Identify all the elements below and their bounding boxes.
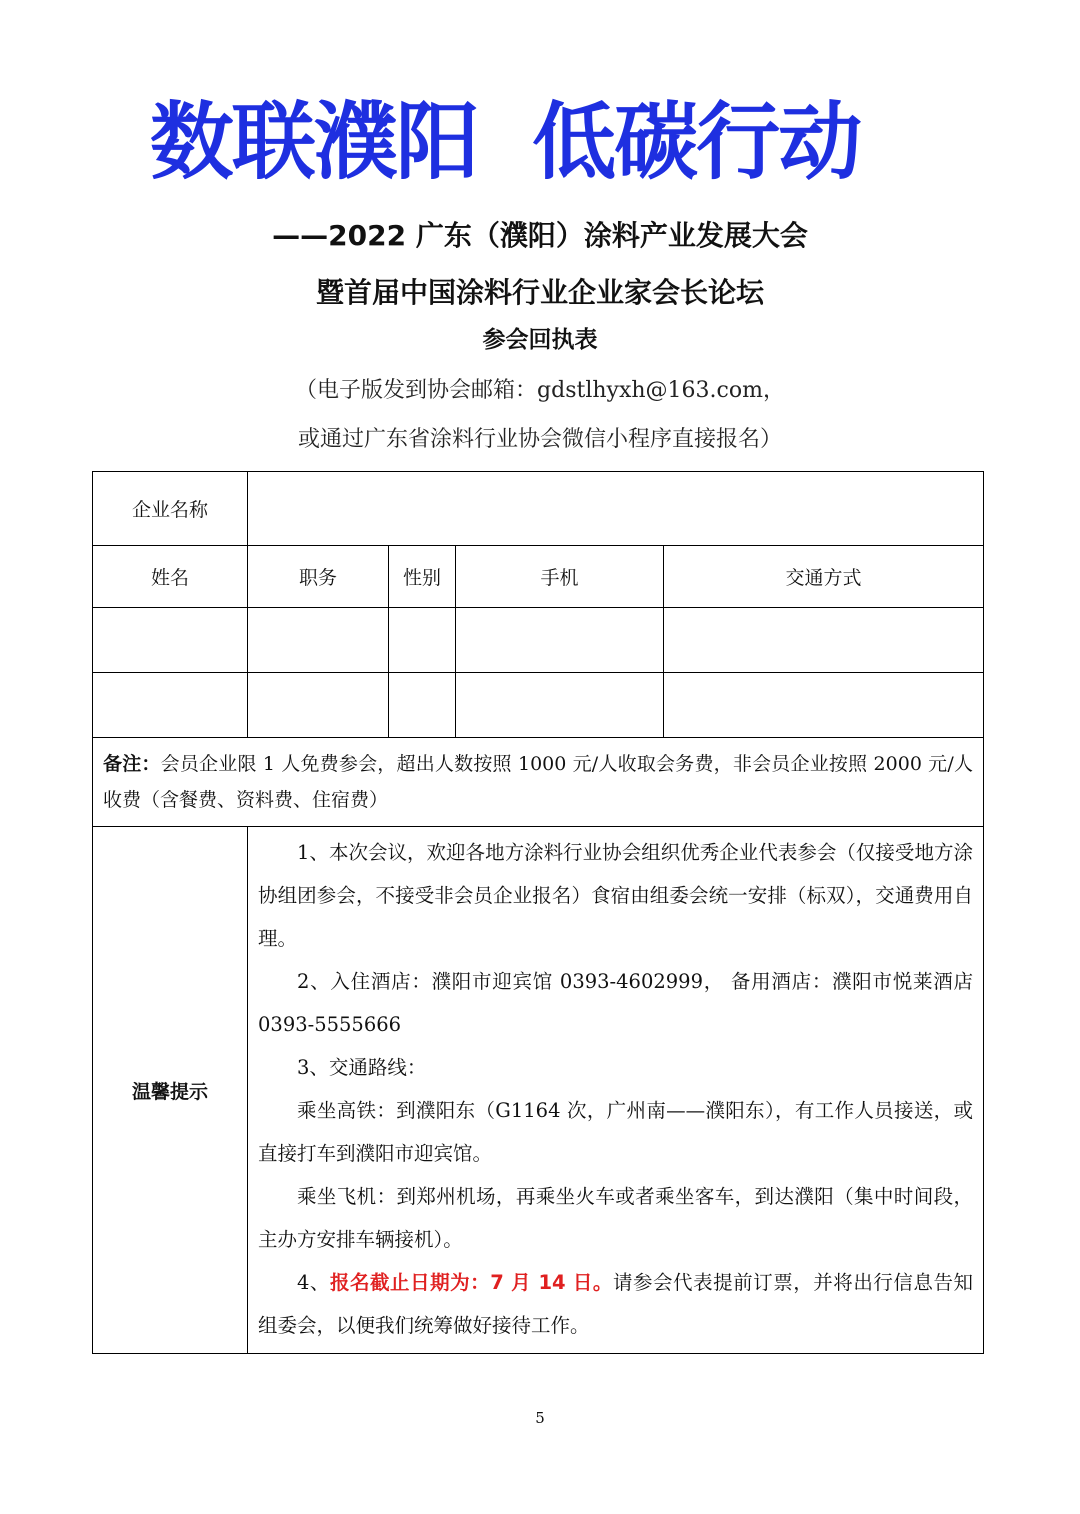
attendee-transport-field[interactable]: [664, 673, 984, 738]
instruction-email: （电子版发到协会邮箱：gdstlhyxh@163.com，: [295, 378, 785, 403]
tip-meeting: 1、本次会议，欢迎各地方涂料行业协会组织优秀企业代表参会（仅接受地方涂协组团参会，不接受非会员企业报名）食宿由组委会统一安排（标双），交通费用自理。: [258, 841, 973, 950]
tips-row: [93, 827, 984, 1354]
tip-plane: 乘坐飞机：到郑州机场，再乘坐火车或者乘坐客车，到达濮阳（集中时间段，主办方安排车辆接机）。: [258, 1185, 973, 1251]
notes-cell: [93, 738, 984, 827]
tips-label: 温馨提示: [93, 827, 248, 1354]
tip-route-title: 3、交通路线：: [297, 1056, 427, 1079]
attendee-transport-field[interactable]: [664, 608, 984, 673]
header-name: 姓名: [93, 546, 248, 608]
form-title: 参会回执表: [482, 327, 598, 353]
attendee-position-field[interactable]: [248, 673, 389, 738]
header-transport: 交通方式: [664, 546, 984, 608]
company-name-label: 企业名称: [93, 472, 248, 546]
tip-deadline-prefix: 4、: [297, 1271, 330, 1294]
attendee-row: [93, 608, 984, 673]
tip-train: 乘坐高铁：到濮阳东（G1164 次，广州南——濮阳东），有工作人员接送，或直接打车到濮阳市迎宾馆。: [258, 1099, 973, 1165]
banner-title: 数联濮阳 低碳行动: [149, 93, 861, 191]
attendee-name-field[interactable]: [93, 673, 248, 738]
registration-table: [92, 471, 984, 1354]
header-row: [93, 546, 984, 608]
header-phone: 手机: [456, 546, 664, 608]
attendee-row: [93, 673, 984, 738]
forum-title: 暨首届中国涂料行业企业家会长论坛: [315, 276, 764, 309]
company-row: [93, 472, 984, 546]
attendee-phone-field[interactable]: [456, 608, 664, 673]
notes-row: [93, 738, 984, 827]
page-number: 5: [535, 1409, 545, 1427]
company-name-field[interactable]: [248, 472, 984, 546]
instruction-wechat: 或通过广东省涂料行业协会微信小程序直接报名）: [297, 427, 782, 452]
tip-hotel: 2、入住酒店：濮阳市迎宾馆 0393-4602999， 备用酒店：濮阳市悦莱酒店 0393-5555666: [258, 970, 973, 1036]
tip-deadline: [258, 1261, 973, 1347]
deadline-text: 报名截止日期为：7 月 14 日。: [329, 1271, 613, 1294]
attendee-gender-field[interactable]: [389, 608, 456, 673]
notes-text: 会员企业限 1 人免费参会，超出人数按照 1000 元/人收取会务费，非会员企业按照 2000 元/人收费（含餐费、资料费、住宿费）: [103, 753, 973, 811]
event-title: ——2022 广东（濮阳）涂料产业发展大会: [272, 219, 808, 252]
attendee-position-field[interactable]: [248, 608, 389, 673]
attendee-name-field[interactable]: [93, 608, 248, 673]
notes-label: 备注：: [103, 753, 161, 775]
tips-content: [248, 827, 984, 1354]
attendee-phone-field[interactable]: [456, 673, 664, 738]
header-position: 职务: [248, 546, 389, 608]
header-gender: 性别: [389, 546, 456, 608]
tip-deadline-rest: 请参会代表提前订票，并将出行信息告知组委会，以便我们统筹做好接待工作。: [258, 1271, 973, 1337]
attendee-gender-field[interactable]: [389, 673, 456, 738]
